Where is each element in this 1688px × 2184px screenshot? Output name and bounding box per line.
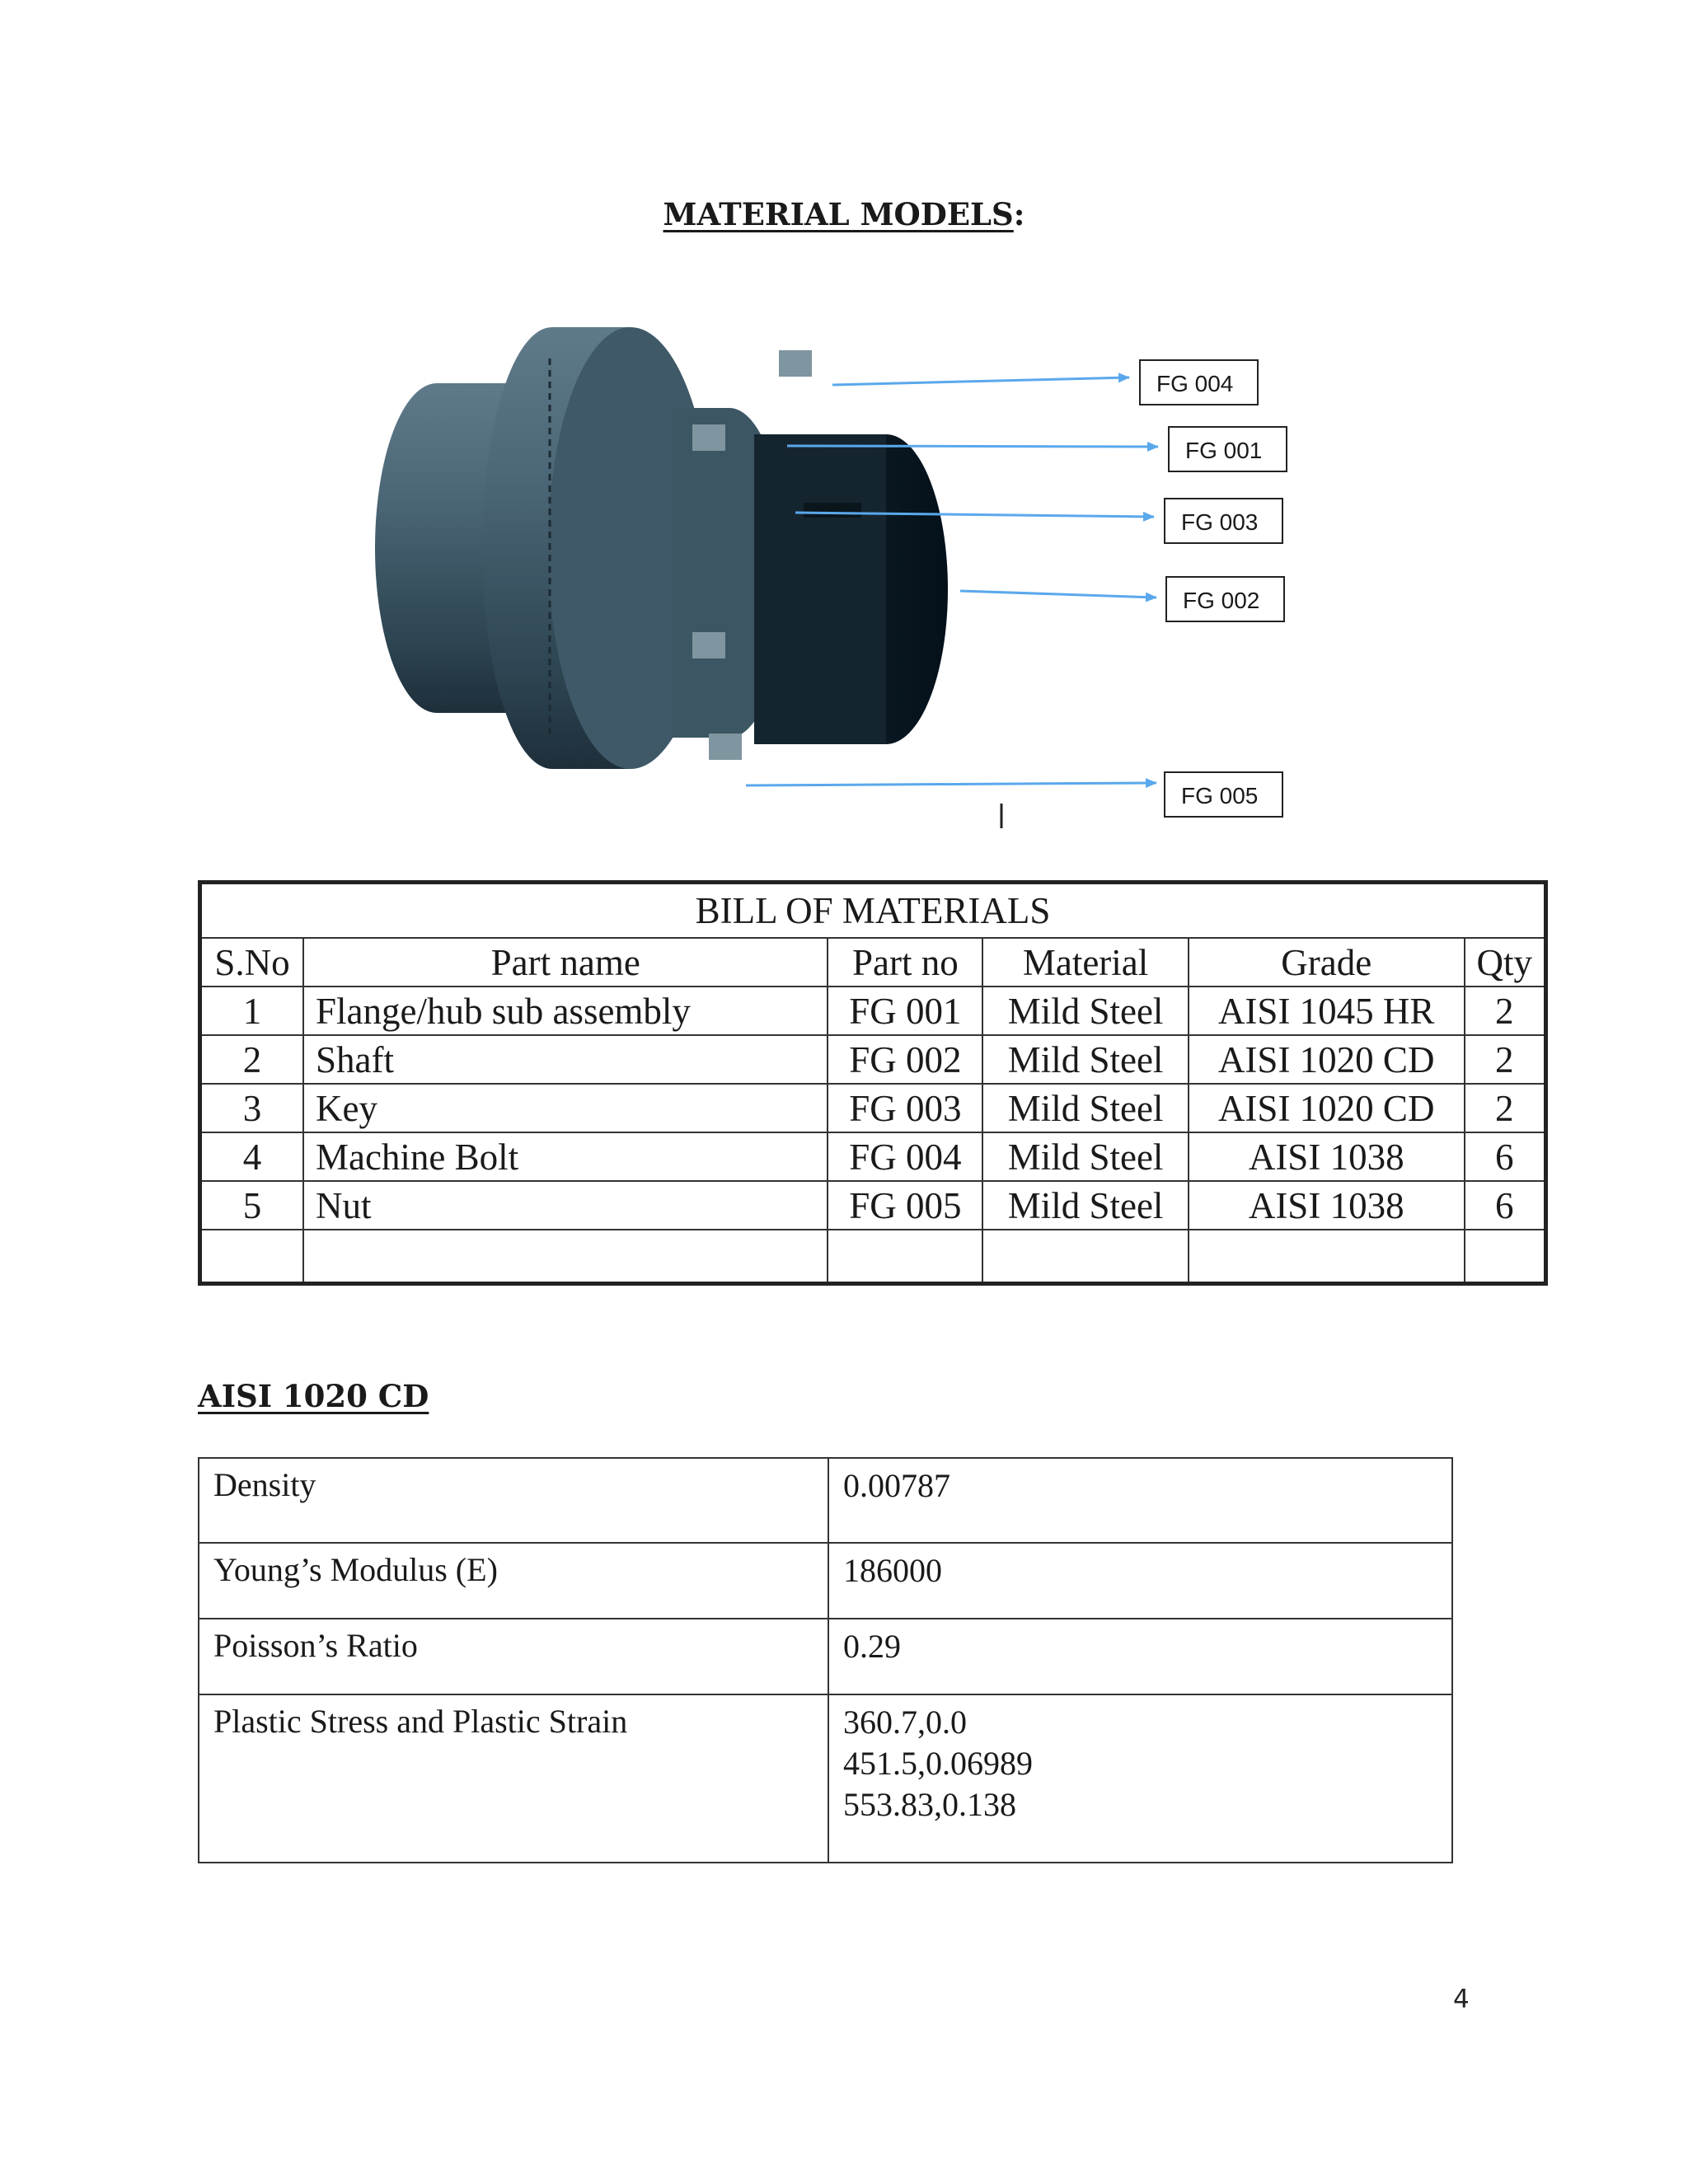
property-value-line: 0.29: [843, 1628, 901, 1665]
bom-title-row: [200, 883, 1546, 939]
bom-cell-part-name: Key: [303, 1084, 828, 1132]
callout-label-fg004: FG 004: [1156, 371, 1234, 396]
bom-cell-material: Mild Steel: [982, 1035, 1189, 1084]
bom-cell-part-name: Machine Bolt: [303, 1132, 828, 1181]
bolt-top: [779, 350, 812, 377]
property-value: [828, 1543, 1452, 1619]
bom-cell-qty: 6: [1465, 1181, 1546, 1230]
bom-empty-row: [200, 1230, 1546, 1284]
property-value-line: 0.00787: [843, 1467, 950, 1504]
bom-cell-material: Mild Steel: [982, 1132, 1189, 1181]
bom-empty-cell: [200, 1230, 303, 1284]
table-row: [200, 1035, 1546, 1084]
property-value-line: 360.7,0.0: [843, 1704, 967, 1741]
table-row: [200, 1181, 1546, 1230]
bom-header-grade: Grade: [1189, 938, 1465, 987]
bom-cell-sno: 3: [200, 1084, 303, 1132]
callout-label-fg001: FG 001: [1185, 438, 1263, 463]
callout-label-fg005: FG 005: [1181, 783, 1259, 808]
bom-cell-part-no: FG 003: [828, 1084, 982, 1132]
bom-cell-part-no: FG 002: [828, 1035, 982, 1084]
page-title: [0, 196, 1688, 232]
bom-cell-grade: AISI 1020 CD: [1189, 1084, 1465, 1132]
material-heading: AISI 1020 CD: [198, 1378, 429, 1414]
property-value: [828, 1619, 1452, 1694]
bom-cell-sno: 4: [200, 1132, 303, 1181]
bom-header-sno: S.No: [200, 938, 303, 987]
bolt-upper: [692, 424, 725, 451]
bom-cell-qty: 2: [1465, 1084, 1546, 1132]
callout-arrow-fg002: [960, 591, 1156, 598]
bom-header-part-name: Part name: [303, 938, 828, 987]
bolt-lower: [692, 632, 725, 658]
table-row: [200, 987, 1546, 1035]
bom-header-row: [200, 938, 1546, 987]
property-row: [199, 1694, 1452, 1863]
bom-cell-part-no: FG 004: [828, 1132, 982, 1181]
page-title-text: MATERIAL MODELS: [663, 196, 1014, 232]
bom-cell-material: Mild Steel: [982, 1084, 1189, 1132]
property-row: [199, 1458, 1452, 1543]
bom-cell-part-no: FG 001: [828, 987, 982, 1035]
bom-cell-grade: AISI 1038: [1189, 1181, 1465, 1230]
bom-cell-material: Mild Steel: [982, 987, 1189, 1035]
bom-cell-qty: 2: [1465, 987, 1546, 1035]
bom-cell-sno: 5: [200, 1181, 303, 1230]
callout-arrow-fg004: [832, 377, 1129, 385]
property-name: Young’s Modulus (E): [199, 1543, 828, 1619]
callout-arrow-fg001: [787, 446, 1158, 447]
property-value-line: 451.5,0.06989: [843, 1745, 1033, 1782]
bom-cell-grade: AISI 1045 HR: [1189, 987, 1465, 1035]
bom-cell-part-name: Flange/hub sub assembly: [303, 987, 828, 1035]
bom-cell-sno: 1: [200, 987, 303, 1035]
bom-cell-sno: 2: [200, 1035, 303, 1084]
bom-header-part-no: Part no: [828, 938, 982, 987]
bom-cell-grade: AISI 1038: [1189, 1132, 1465, 1181]
bom-empty-cell: [828, 1230, 982, 1284]
property-value: [828, 1458, 1452, 1543]
bom-empty-cell: [1465, 1230, 1546, 1284]
page-number: 4: [1453, 1985, 1470, 2014]
bom-cell-qty: 2: [1465, 1035, 1546, 1084]
property-row: [199, 1543, 1452, 1619]
page-title-suffix: :: [1013, 196, 1025, 232]
shaft-body: [754, 434, 886, 744]
table-row: [200, 1132, 1546, 1181]
bom-empty-cell: [982, 1230, 1189, 1284]
bom-title: BILL OF MATERIALS: [200, 883, 1546, 939]
key-slot: [804, 503, 861, 518]
bill-of-materials-table: [198, 880, 1548, 1286]
property-value-line: 553.83,0.138: [843, 1786, 1016, 1823]
property-name: Density: [199, 1458, 828, 1543]
property-value-line: 186000: [843, 1552, 942, 1589]
property-name: Plastic Stress and Plastic Strain: [199, 1694, 828, 1863]
bom-cell-part-no: FG 005: [828, 1181, 982, 1230]
bom-header-qty: Qty: [1465, 938, 1546, 987]
bom-header-material: Material: [982, 938, 1189, 987]
bom-cell-qty: 6: [1465, 1132, 1546, 1181]
coupling-assembly-figure: [359, 326, 1319, 837]
bom-cell-material: Mild Steel: [982, 1181, 1189, 1230]
property-value: [828, 1694, 1452, 1863]
bom-empty-cell: [1189, 1230, 1465, 1284]
property-name: Poisson’s Ratio: [199, 1619, 828, 1694]
property-row: [199, 1619, 1452, 1694]
callout-label-fg002: FG 002: [1183, 588, 1260, 613]
right-hub-body: [672, 408, 729, 738]
bom-cell-part-name: Shaft: [303, 1035, 828, 1084]
callout-arrow-fg005: [746, 783, 1156, 785]
callout-label-fg003: FG 003: [1181, 509, 1259, 535]
bom-empty-cell: [303, 1230, 828, 1284]
bom-cell-grade: AISI 1020 CD: [1189, 1035, 1465, 1084]
bolt-bottom: [709, 733, 742, 760]
material-properties-table: [198, 1457, 1453, 1863]
bom-cell-part-name: Nut: [303, 1181, 828, 1230]
table-row: [200, 1084, 1546, 1132]
